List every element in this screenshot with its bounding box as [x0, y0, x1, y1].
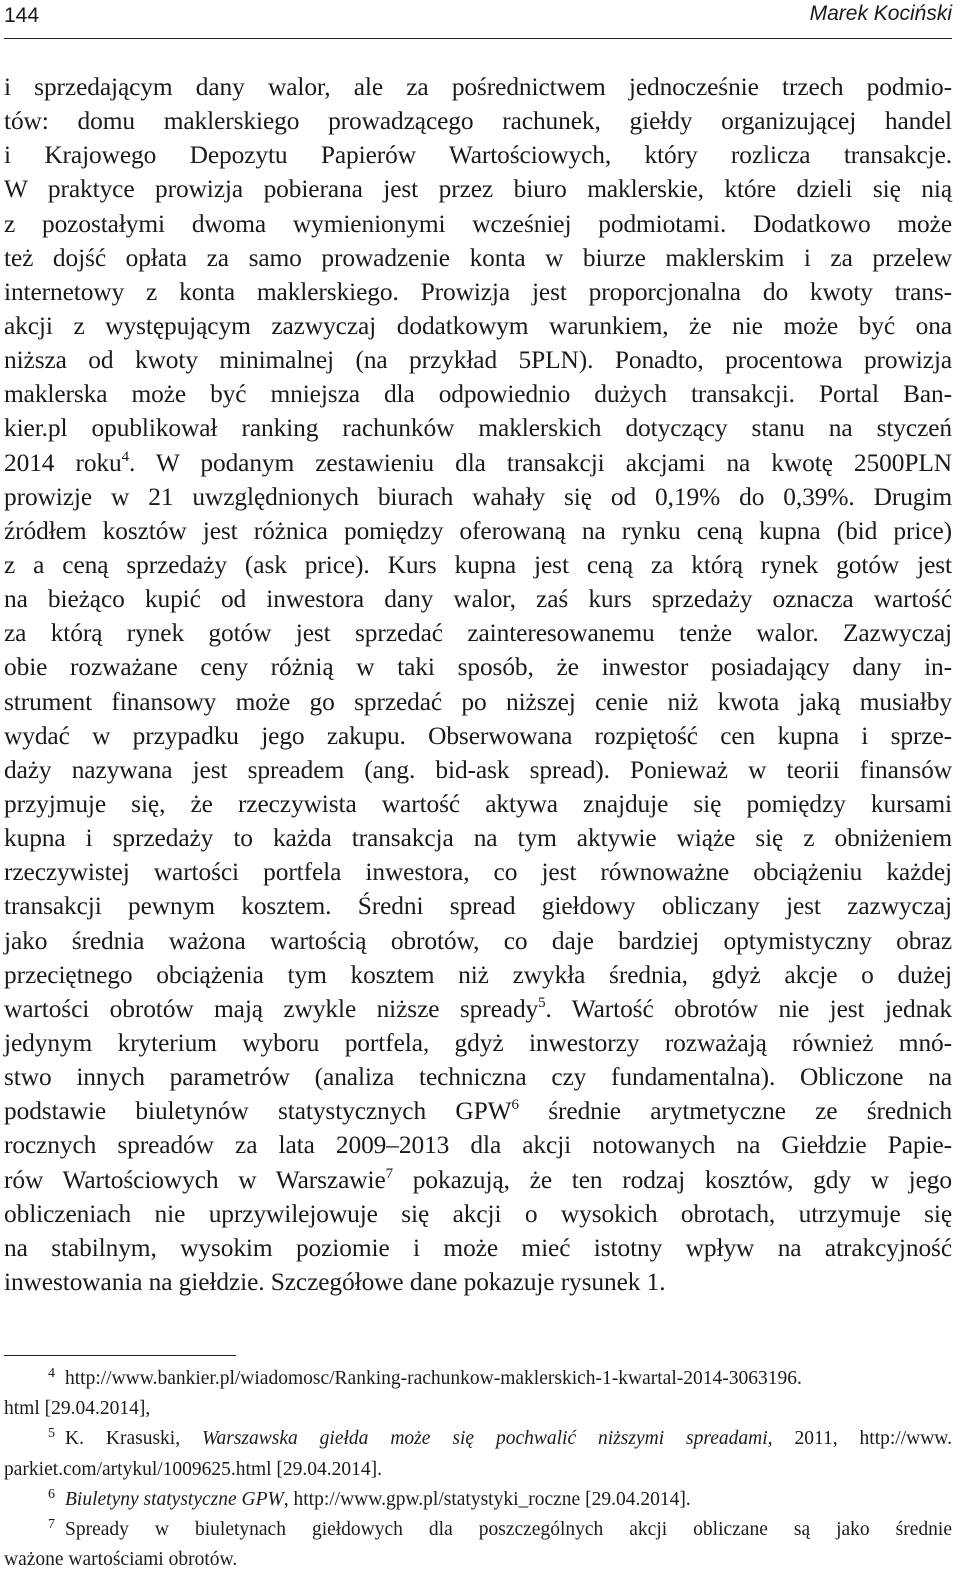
body-line: [4, 446, 952, 480]
body-paragraph: [4, 70, 952, 1299]
footnote-reference[interactable]: 7: [385, 1165, 394, 1182]
body-line: stwo innych parametrów (analiza techniczna czy fundamentalna). Obliczone na: [4, 1063, 952, 1092]
footnote-4-line-1: 4 http://www.bankier.pl/wiadomosc/Ranking-rachunkow-maklerskich-1-kwartal-2014-3063196.: [48, 1366, 802, 1389]
body-line: obliczeniach nie uprzywilejowuje się akcji o wysokich obrotach, utrzymuje się: [4, 1199, 952, 1228]
body-line-text: 2014 roku: [4, 448, 122, 477]
body-line: też dojść opłata za samo prowadzenie konta w biurze maklerskim i za przelew: [4, 243, 952, 272]
body-line: i sprzedającym dany walor, ale za pośrednictwem jednocześnie trzech podmio-: [4, 73, 952, 101]
body-line-text: . W podanym zestawieniu dla transakcji akcjami na kwotę 2500PLN: [129, 448, 952, 477]
body-line: internetowy z konta maklerskiego. Prowizja jest proporcjonalna do kwoty trans-: [4, 277, 952, 306]
body-line: obie rozważane ceny różnią w taki sposób, że inwestor posiadający dany in-: [4, 653, 952, 682]
body-line: źródłem kosztów jest różnica pomiędzy oferowaną na rynku ceną kupna (bid price): [4, 516, 952, 545]
body-line: daży nazywana jest spreadem (ang. bid-ask spread). Ponieważ w teorii finansów: [4, 755, 952, 784]
running-head-author: Marek Kociński: [809, 2, 952, 25]
footnote-4-line-2: [4, 1394, 952, 1424]
body-line: [4, 1163, 952, 1197]
footnote-5-prefix: K. Krasuski,: [65, 1428, 203, 1450]
body-line-text: średnie arytmetyczne ze średnich: [518, 1097, 952, 1126]
footnote-reference[interactable]: 6: [511, 1097, 519, 1114]
footnote-4-text: http://www.bankier.pl/wiadomosc/Ranking-rachunkow-maklerskich-1-kwartal-2014-3063196.: [65, 1368, 802, 1389]
body-line: i Krajowego Depozytu Papierów Wartościowych, który rozlicza transakcje.: [4, 141, 952, 170]
footnotes: [4, 1364, 952, 1575]
body-line: wydać w przypadku jego zakupu. Obserwowana rozpiętość cen kupna i sprze-: [4, 721, 952, 750]
footnote-6-suffix: , http://www.gpw.pl/statystyki_roczne [29.04.2014].: [283, 1488, 691, 1510]
footnote-6-title: Biuletyny statystyczne GPW: [65, 1488, 284, 1510]
footnote-5-text-cont: parkiet.com/artykul/1009625.html [29.04.2014].: [4, 1458, 383, 1480]
footnote-5-suffix: 2011, http://www.: [772, 1428, 952, 1450]
body-line: prowizje w 21 uwzględnionych biurach wahały się od 0,19% do 0,39%. Drugim: [4, 482, 952, 511]
body-line: przyjmuje się, że rzeczywista wartość aktywa znajduje się pomiędzy kursami: [4, 789, 952, 818]
body-line: inwestowania na giełdzie. Szczegółowe dane pokazuje rysunek 1.: [4, 1267, 666, 1296]
body-line: [4, 992, 952, 1026]
body-line: przeciętnego obciążenia tym kosztem niż zwykła średnia, gdyż akcje o dużej: [4, 960, 952, 989]
footnote-5-line-1: 5 K. Krasuski, Warszawska giełda może się pochwalić niższymi spreadami, 2011, http://www.: [48, 1426, 952, 1450]
footnote-reference[interactable]: 4: [121, 448, 130, 465]
body-line: rocznych spreadów za lata 2009–2013 dla akcji notowanych na Giełdzie Papie-: [4, 1131, 952, 1160]
footnote-7-line-2: [4, 1545, 952, 1575]
body-line: [4, 1094, 952, 1128]
body-line: jedynym kryterium wyboru portfela, gdyż inwestorzy rozważają również mnó-: [4, 1028, 952, 1057]
body-line: na bieżąco kupić od inwestora dany walor, zaś kurs sprzedaży oznacza wartość: [4, 585, 952, 614]
footnote-7-line-1: 7 Spready w biuletynach giełdowych dla poszczególnych akcji obliczane są jako średnie: [48, 1516, 952, 1540]
footnote-6-line-1: 6 Biuletyny statystyczne GPW, http://www.gpw.pl/statystyki_roczne [29.04.2014].: [48, 1486, 691, 1510]
body-line-text: . Wartość obrotów nie jest jednak: [545, 994, 952, 1023]
footnote-7-text-cont: ważone wartościami obrotów.: [4, 1549, 238, 1571]
footnote-5-line-2: [4, 1455, 952, 1485]
footnote-5-title: Warszawska giełda może się pochwalić niższymi spreadami,: [202, 1428, 773, 1450]
body-line: maklerska może być mniejsza dla odpowiednio dużych transakcji. Portal Ban-: [4, 380, 952, 409]
body-line: niższa od kwoty minimalnej (na przykład 5PLN). Ponadto, procentowa prowizja: [4, 346, 952, 375]
body-line-text: podstawie biuletynów statystycznych GPW: [4, 1097, 512, 1126]
footnote-4-text-cont: html [29.04.2014],: [4, 1398, 151, 1420]
body-line: tów: domu maklerskiego prowadzącego rachunek, giełdy organizującej handel: [4, 107, 952, 136]
footnote-7-text: Spready w biuletynach giełdowych dla poszczególnych akcji obliczane są jako średnie: [65, 1518, 952, 1540]
body-line-text: wartości obrotów mają zwykle niższe spready: [4, 994, 539, 1023]
body-line: jako średnia ważona wartością obrotów, co daje bardziej optymistyczny obraz: [4, 926, 952, 955]
footnote-reference[interactable]: 5: [538, 994, 546, 1011]
body-line: W praktyce prowizja pobierana jest przez biuro maklerskie, które dzieli się nią: [4, 175, 952, 204]
footnote-rule: [4, 1355, 236, 1356]
body-line: za którą rynek gotów jest sprzedać zainteresowanemu tenże walor. Zazwyczaj: [4, 619, 952, 648]
header-rule: [4, 38, 952, 39]
body-line: transakcji pewnym kosztem. Średni spread giełdowy obliczany jest zazwyczaj: [4, 892, 952, 921]
body-line: z pozostałymi dwoma wymienionymi wcześniej podmiotami. Dodatkowo może: [4, 209, 952, 238]
body-line: na stabilnym, wysokim poziomie i może mieć istotny wpływ na atrakcyjność: [4, 1233, 952, 1262]
body-line: strument finansowy może go sprzedać po niższej cenie niż kwota jaką musiałby: [4, 687, 952, 716]
body-line: kier.pl opublikował ranking rachunków maklerskich dotyczący stanu na styczeń: [4, 414, 952, 443]
body-line: kupna i sprzedaży to każda transakcja na tym aktywie wiąże się z obniżeniem: [4, 824, 952, 853]
body-line-text: pokazują, że ten rodzaj kosztów, gdy w jego: [393, 1165, 952, 1194]
body-line-text: rów Wartościowych w Warszawie: [4, 1165, 386, 1194]
running-head: [4, 0, 952, 36]
body-line: akcji z występującym zazwyczaj dodatkowym warunkiem, że nie może być ona: [4, 311, 952, 340]
body-line: rzeczywistej wartości portfela inwestora, co jest równoważne obciążeniu każdej: [4, 858, 952, 887]
body-line: z a ceną sprzedaży (ask price). Kurs kupna jest ceną za którą rynek gotów jest: [4, 550, 952, 579]
page-number: 144: [4, 4, 40, 27]
